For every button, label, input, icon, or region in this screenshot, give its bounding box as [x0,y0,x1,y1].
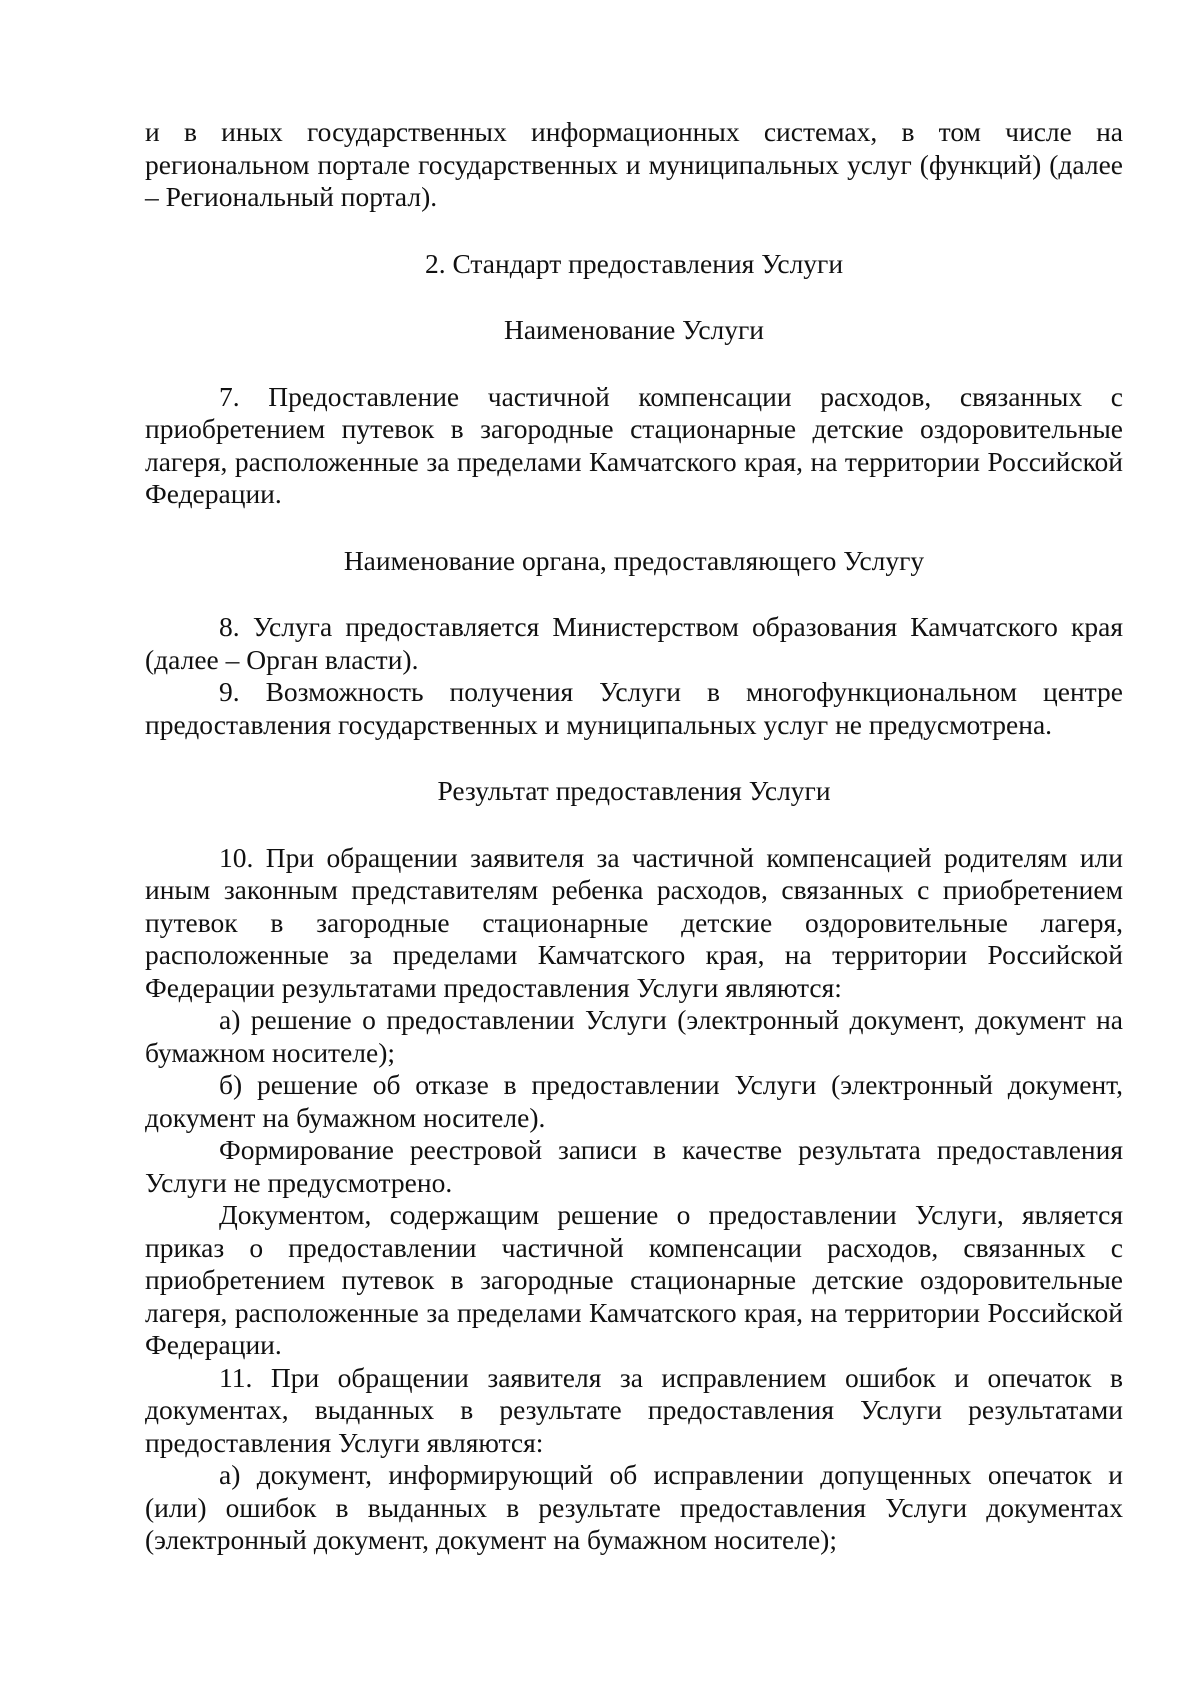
heading-organ: Наименование органа, предоставляющего Услугу [343,544,925,576]
paragraph-10-b: б) решение об отказе в предоставлении Услуги (электронный документ, документ на бумажном носителе). [145,1069,1123,1133]
paragraph-11-a: а) документ, информирующий об исправлении допущенных опечаток и (или) ошибок в выданных в результате предоставления Услуги документах (электронный документ, документ на бумажном носителе); [145,1459,1123,1555]
paragraph-11: 11. При обращении заявителя за исправлением ошибок и опечаток в документах, выданных в результате предоставления Услуги результатами предоставления Услуги являются: [145,1361,1123,1458]
paragraph-10: 10. При обращении заявителя за частичной компенсацией родителям или иным законным представителям ребенка расходов, связанных с приобретением путевок в загородные стационарные детские оздоровительные лагеря, расположенные за пределами Камчатского края, на территории Российской Федерации результатами предоставления Услуги являются: [145,841,1123,1003]
document-body [145,116,1123,1557]
paragraph-9: 9. Возможность получения Услуги в многофункциональном центре предоставления государственных и муниципальных услуг не предусмотрена. [145,676,1123,740]
paragraph-10-a: а) решение о предоставлении Услуги (электронный документ, документ на бумажном носителе); [145,1004,1123,1068]
section-title: 2. Стандарт предоставления Услуги [424,247,844,279]
heading-service-name: Наименование Услуги [503,314,765,345]
paragraph-10-order: Документом, содержащим решение о предоставлении Услуги, является приказ о предоставлении частичной компенсации расходов, связанных с приобретением путевок в загородные стационарные детские оздоровительные лагеря, расположенные за пределами Камчатского края, на территории Российской Федерации. [145,1199,1123,1360]
intro-paragraph: и в иных государственных информационных системах, в том числе на региональном портале государственных и муниципальных услуг (функций) (далее – Региональный портал). [145,116,1123,212]
paragraph-8: 8. Услуга предоставляется Министерством образования Камчатского края (далее – Орган власти). [145,611,1123,675]
paragraph-10-registry: Формирование реестровой записи в качестве результата предоставления Услуги не предусмотрено. [145,1134,1123,1198]
paragraph-7: 7. Предоставление частичной компенсации расходов, связанных с приобретением путевок в загородные стационарные детские оздоровительные лагеря, расположенные за пределами Камчатского края, на территории Российской Федерации. [145,380,1123,509]
heading-result: Результат предоставления Услуги [437,775,831,806]
